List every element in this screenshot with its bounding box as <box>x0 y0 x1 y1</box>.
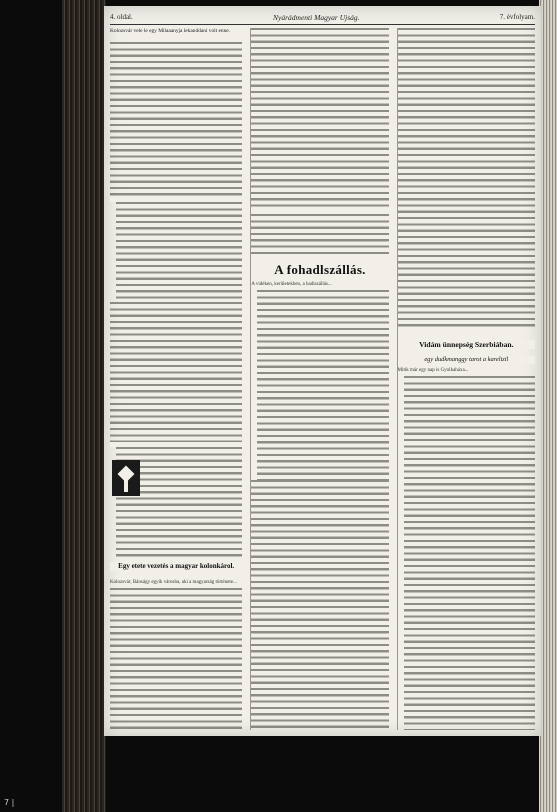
text-block <box>110 302 242 442</box>
text-block <box>251 480 388 730</box>
article-lead: A vidéken, kerületekben, a hadiszállás... <box>251 282 332 287</box>
article-lead: Kolozsvár, Bánságy egyik városba, aki a magyarság története... <box>110 580 237 585</box>
article-subheading: egy dudkmanggy tarot a karelizil <box>398 356 535 364</box>
page-stack-edge <box>539 0 557 812</box>
newspaper-page <box>104 6 541 736</box>
printer-logo-icon <box>112 460 140 496</box>
article-lead: Mitik már egy nap is Gyolkaháxa... <box>397 368 469 373</box>
text-columns <box>110 28 535 730</box>
page-number: 4. oldal. <box>110 13 133 21</box>
paragraph-gap <box>110 442 242 447</box>
article-heading: Vidám ünnepség Szerbiában. <box>398 340 535 349</box>
column-1-intro: Kolozsvár vele le egy Milaaanyja lekanddani volt enne. <box>110 28 231 34</box>
text-block <box>257 290 388 480</box>
running-title: Nyárádmenti Magyar Ujság. <box>273 12 360 22</box>
book-binding <box>62 0 106 812</box>
corner-mark: 7 | <box>4 798 15 807</box>
paragraph-gap <box>110 196 242 202</box>
issue-label: 7. évfolyam. <box>499 13 535 21</box>
column-1 <box>110 28 242 730</box>
text-block <box>398 28 535 328</box>
column-3 <box>397 28 535 730</box>
text-block <box>116 202 242 302</box>
text-block <box>404 376 535 730</box>
text-block <box>251 214 388 254</box>
paragraph-gap <box>251 208 388 214</box>
text-block <box>110 42 242 196</box>
page-header <box>110 10 535 25</box>
article-heading: Egy etete vezetés a magyar kolonkárol. <box>110 562 242 571</box>
text-block <box>110 588 242 730</box>
article-heading: A fohadlszállás. <box>251 262 388 278</box>
column-2 <box>250 28 388 730</box>
text-block <box>251 28 388 208</box>
